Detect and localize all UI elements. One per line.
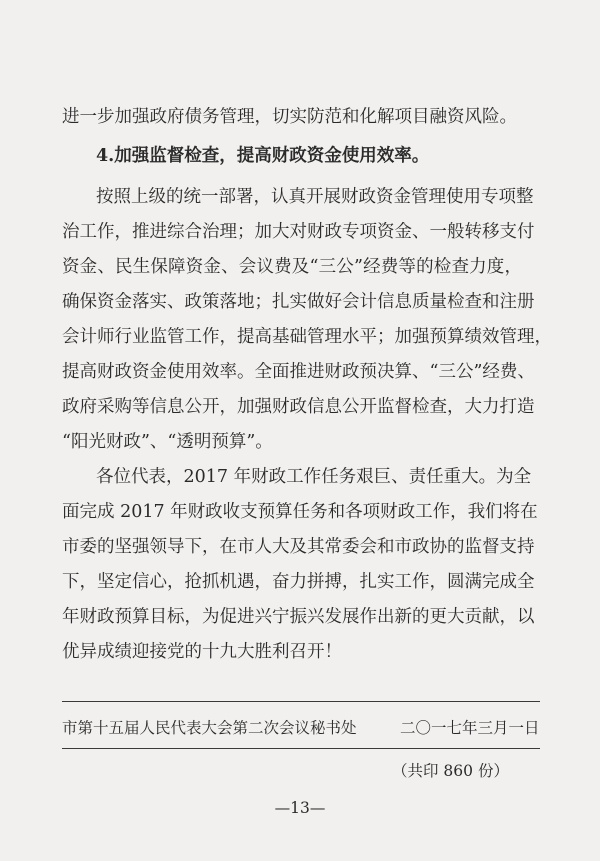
para1-line: 资金、民生保障资金、会议费及“三公”经费等的检查力度， (62, 257, 522, 277)
section-heading: 4.加强监督检查，提高财政资金使用效率。 (96, 146, 430, 166)
date-text: 二〇一七年三月一日 (400, 719, 540, 737)
para1-line: 会计师行业监管工作，提高基础管理水平；加强预算绩效管理， (62, 327, 552, 347)
para2-line: 年财政预算目标，为促进兴宁振兴发展作出新的更大贡献，以 (62, 607, 535, 627)
footer-rule-top (62, 701, 540, 702)
footer-rule-bottom (62, 748, 540, 749)
para2-line: 下，坚定信心，抢抓机遇，奋力拼搏，扎实工作，圆满完成全 (62, 572, 535, 592)
para2-line: 面完成 2017 年财政收支预算任务和各项财政工作，我们将在 (62, 502, 538, 522)
para2-line: 各位代表，2017 年财政工作任务艰巨、责任重大。为全 (96, 467, 532, 487)
para1-line: 确保资金落实、政策落地；扎实做好会计信息质量检查和注册 (62, 292, 535, 312)
page-number: —13— (274, 799, 326, 817)
para2-line: 市委的坚强领导下，在市人大及其常委会和市政协的监督支持 (62, 537, 535, 557)
para1-line: “阳光财政”、“透明预算”。 (62, 432, 273, 452)
copies-count: （共印 860 份） (392, 762, 509, 780)
para2-line: 优异成绩迎接党的十九大胜利召开！ (62, 642, 342, 662)
para1-line: 提高财政资金使用效率。全面推进财政预决算、“三公”经费、 (62, 362, 535, 382)
para1-line: 治工作，推进综合治理；加大对财政专项资金、一般转移支付 (62, 222, 535, 242)
text-line-top: 进一步加强政府债务管理，切实防范和化解项目融资风险。 (62, 107, 517, 127)
issuer-text: 市第十五届人民代表大会第二次会议秘书处 (62, 719, 357, 737)
para1-line: 政府采购等信息公开，加强财政信息公开监督检查，大力打造 (62, 397, 535, 417)
para1-line: 按照上级的统一部署，认真开展财政资金管理使用专项整 (96, 187, 534, 207)
